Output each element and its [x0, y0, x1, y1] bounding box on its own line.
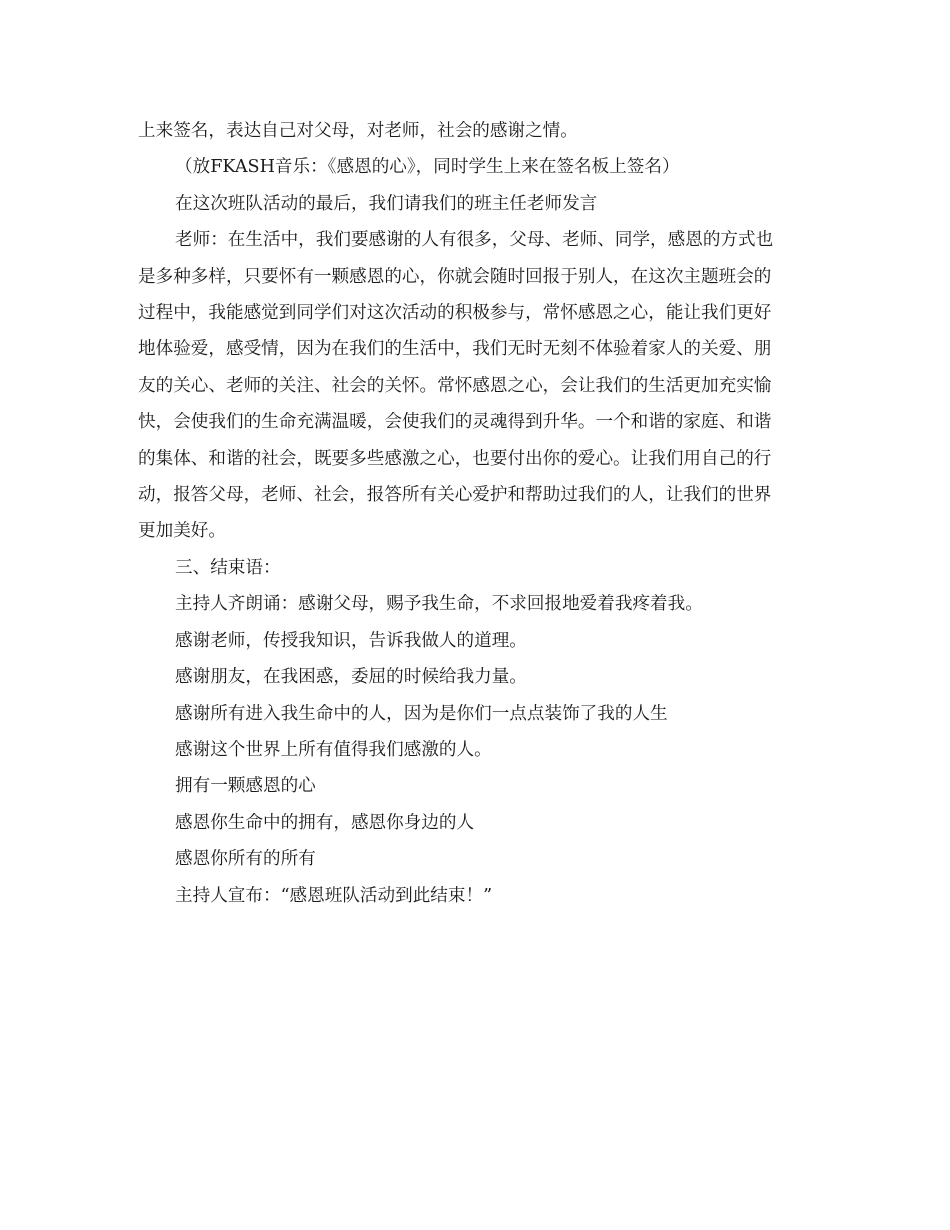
paragraph-music: [138, 149, 810, 185]
text-line: 快，会使我们的生命充满温暖，会使我们的灵魂得到升华。一个和谐的家庭、和谐: [138, 412, 772, 433]
text-line: 在这次班队活动的最后，我们请我们的班主任老师发言: [175, 193, 598, 214]
paragraph-teacher-intro: [138, 186, 810, 222]
paragraph-host-announcement: [138, 878, 810, 914]
text-line: 地体验爱，感受情，因为在我们的生活中，我们无时无刻不体验着家人的关爱、朋: [138, 339, 772, 360]
text-line: 主持人宣布：“感恩班队活动到此结束！”: [175, 885, 493, 906]
document-page: [138, 113, 810, 914]
text-line: 更加美好。: [138, 521, 226, 542]
text-line: 的集体、和谐的社会，既要多些感激之心，也要付出你的爱心。让我们用自己的行: [138, 448, 772, 469]
paragraph-grateful-heart: [138, 768, 810, 804]
text-line: 三、结束语：: [175, 557, 281, 578]
paragraph-thank-everyone: [138, 696, 810, 732]
section-heading-closing: [138, 550, 810, 586]
text-line: 过程中，我能感觉到同学们对这次活动的积极参与，常怀感恩之心，能让我们更好: [138, 303, 772, 324]
paragraph-thank-friends: [138, 659, 810, 695]
paragraph-grateful-all: [138, 841, 810, 877]
paragraph-teacher-speech: [138, 222, 810, 550]
paragraph-recitation: [138, 586, 810, 622]
text-line: 拥有一颗感恩的心: [175, 776, 316, 797]
text-line: 感谢朋友，在我困惑，委屈的时候给我力量。: [175, 667, 527, 688]
paragraph-thank-teacher: [138, 623, 810, 659]
paragraph-signing: [138, 113, 810, 149]
text-line: （放FKASH音乐：《感恩的心》，同时学生上来在签名板上签名）: [175, 157, 680, 178]
text-line: 动，报答父母，老师、社会，报答所有关心爱护和帮助过我们的人，让我们的世界: [138, 485, 772, 506]
text-line: 是多种多样，只要怀有一颗感恩的心，你就会随时回报于别人，在这次主题班会的: [138, 266, 772, 287]
text-line: 感谢所有进入我生命中的人，因为是你们一点点装饰了我的人生: [175, 703, 668, 724]
text-line: 感恩你生命中的拥有，感恩你身边的人: [175, 812, 475, 833]
text-line: 老师：在生活中，我们要感谢的人有很多，父母、老师、同学，感恩的方式也: [175, 230, 774, 251]
text-line: 感谢这个世界上所有值得我们感激的人。: [175, 739, 492, 760]
paragraph-thank-world: [138, 732, 810, 768]
paragraph-grateful-life: [138, 805, 810, 841]
text-line: 感谢老师，传授我知识，告诉我做人的道理。: [175, 630, 527, 651]
text-line: 主持人齐朗诵：感谢父母，赐予我生命，不求回报地爱着我疼着我。: [175, 594, 703, 615]
text-line: 感恩你所有的所有: [175, 849, 316, 870]
text-line: 上来签名，表达自己对父母，对老师，社会的感谢之情。: [138, 121, 578, 141]
text-line: 友的关心、老师的关注、社会的关怀。常怀感恩之心，会让我们的生活更加充实愉: [138, 375, 772, 396]
